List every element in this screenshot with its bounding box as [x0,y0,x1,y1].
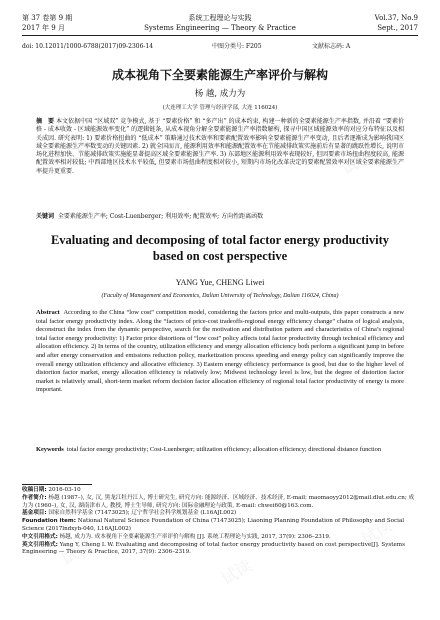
keywords-cn [36,213,404,221]
clc-number: 中图分类号: F205 [212,43,262,50]
watermark-text: 试读 [57,136,96,169]
affiliation-cn: (大连理工大学 管理与经济学部, 大连 116024) [162,105,278,111]
footnote-funding-cn: 基金项目: 国家自然科学基金 (71473025); 辽宁哲学社会科学规划基金 (L16AJL002) [22,510,237,517]
footnote-citation-cn: 中文引用格式: 杨越, 成力为. 成本视角下全要素能源生产率评价与解构 [J]. 系统工程理论与实践, 2017, 37(9): 2306–2319. [22,533,331,540]
keywords-en-text: total factor energy productivity; Cost-Luenberger; utilization efficiency; allocation efficiency; directional distance function [66,446,382,453]
watermark-text: 试读 [197,116,236,149]
authors-cn: 杨 越, 成力为 [194,89,246,99]
abstract-en-text: According to the China “low cost” competition model, considering the factors price and multi-outputs, this paper constructs a new total factor energy productivity index. Along the “factors of price-cost tradeoffs-regional energy efficiency change” chains of logical analysis, deconstruct the index from the dynamic perspective, search for the motivation and distribution pattern and characteristics of China’s regional total factor energy productivity: 1) Factor price distortions of “low cost” policy affects total factor productivity through technical efficiency and allocation efficiency. 2) In terms of the country, utilization efficiency and energy allocation efficiency both perform a significant jump in before and after energy conservation and emissions reduction policy, marketization process speeding and energy policy can significantly improve the overall energy utilization efficiency and allocative efficiency. 3) Eastern energy efficiency performance is good, but due to the higher level of distortion factor market, energy allocation efficiency is relatively low; Midwest technology level is low, but the degree of distortion factor market is relatively small, short-term market reform decision factor allocation efficiency of regional total factor productivity of energy is more important. [36,309,405,394]
header-date-cn: 2017 年 9 月 [22,24,65,32]
header-volume-cn: 第 37 卷第 9 期 [22,14,73,22]
affiliation-en: (Faculty of Management and Economics, Dalian University of Technology, Dalian 116024, China) [101,293,339,299]
title-en: Evaluating and decomposing of total factor energy productivity based on cost perspective [50,233,390,263]
watermark-text: 试读 [357,516,396,549]
watermark-text: 试读 [57,536,96,569]
footnote-authors: 作者简介: 杨越 (1987–), 女, 汉, 黑龙江牡丹江人, 博士研究生, 研究方向: 能源经济、区域经济、技术经济, E-mail: maomaoyy2012@mail.dlut.edu.cn; 成力为 (1960–), 女, 汉, 湖南津市人, 教授, 博士生导师, 研究方向: 国际金融理论与政策, E-mail: chwei60@163.com. [22,494,415,509]
abstract-en [36,309,404,395]
watermark-text: 试读 [217,556,256,589]
watermark-text: 试读 [87,326,126,359]
footnote-funding-en: Foundation item: National Natural Science Foundation of China (71473025); Liaoning Planning Foundation of Philosophy and Social Science (2017lndxyb-040, L16AJL002) [22,518,405,532]
title-cn: 成本视角下全要素能源生产率评价与解构 [111,68,328,82]
keywords-en-label: Keywords [36,446,64,453]
watermark-text: 试读 [367,316,406,349]
keywords-cn-text: 全要素能源生产率; Cost-Luenberger; 利用效率; 配置效率; 方向性距离函数 [57,213,264,220]
abstract-cn-label: 摘 要 [36,118,55,125]
footnote-rule [22,484,92,485]
header-journal-en: Systems Engineering — Theory & Practice [144,24,296,32]
header-journal-cn: 系统工程理论与实践 [188,14,252,22]
footnotes [22,487,418,557]
abstract-en-label: Abstract [36,309,60,316]
footnote-citation-en: 英文引用格式: Yang Y, Cheng L W. Evaluating and decomposing of total factor energy productivity based on cost perspective[J]. Systems Engineering — Theory & Practice, 2017, 37(9): 2306–2319. [22,541,405,556]
doi: doi: 10.12011/1000-6788(2017)09-2306-14 [22,43,154,50]
header-date-en: Sept., 2017 [377,24,418,32]
keywords-en [36,446,404,454]
watermark-text: 试读 [337,146,376,179]
authors-en: YANG Yue, CHENG Liwei [175,278,265,287]
keywords-cn-label: 关键词 [36,213,55,220]
header-rule [22,35,418,36]
document-code: 文献标志码: A [312,43,351,50]
abstract-cn-text: 本文依据中国 “区域双” 竞争模式, 基于 “要素价格” 和 “多产出” 的成本约束, 构建一种新的全要素能源生产率指数, 并沿着 “要素价格 - 成本收敛 - 区域能源效率变化” 的逻辑链条, 从成本视角分解全要素能源生产率指数解构, 探寻中国区域能源效率的对应分布特征以及相关成因. 研究表明: 1) 要素价格扭曲的 “低成本” 策略通过技术效率和要素配置效率影响全要素能源生产率变动, 且后者逐渐成为影响我国区域全要素能源生产率数变动的关键因素. 2) 就全国而言, 能源利用效率和能源配置效率在节能减排政策实施前后有显著的跳跃性增长, 说明市场化进程加快、节能减排政策实施能显著提高区域全要素能源生产率. 3) 东部地区能源利用效率表现较好, 但因要素市场扭曲程度较高, 能源配置效率相对较低; 中西部地区技术水平较低, 但要素市场扭曲程度相对较小, 短期内市场化改革决定的要素配置效率对区域全要素能源生产率提升更重要. [36,118,404,175]
footnote-received: 收稿日期: 2016-03-10 [22,487,81,493]
abstract-cn [36,118,404,176]
watermark-text: 试读 [237,356,276,389]
header-volume-en: Vol.37, No.9 [374,14,418,22]
